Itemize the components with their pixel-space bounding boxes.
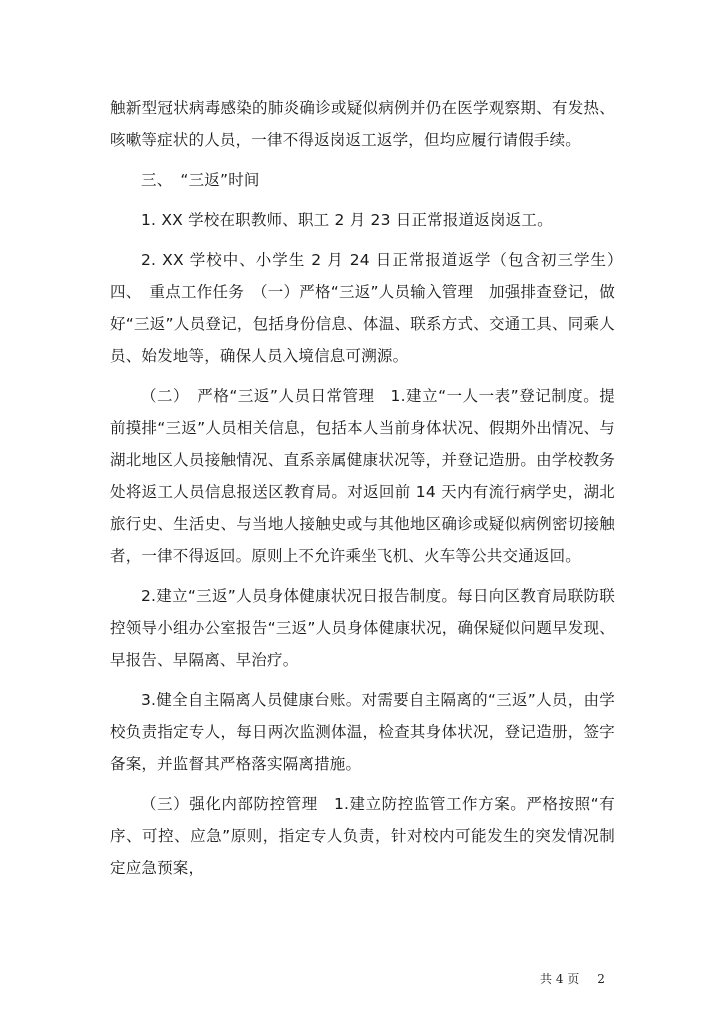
section-heading-three-returns-time: 三、 “三返”时间: [141, 171, 260, 189]
paragraph-continuation: 触新型冠状病毒感染的肺炎确诊或疑似病例并仍在医学观察期、有发热、咳嗽等症状的人员，一律不得返岗返工返学，但均应履行请假手续。: [110, 99, 615, 149]
paragraph-student-return-date: 2. XX 学校中、小学生 2 月 24 日正常报道返学（包含初三学生） 四、 重点工作任务 （一）严格“三返”人员输入管理 加强排查登记，做好“三返”人员登记，包括身份信息、体温、联系方式、交通工具、同乘人员、始发地等，确保人员入境信息可溯源。: [110, 251, 631, 365]
page-footer: [540, 970, 605, 987]
paragraph-staff-return-date: 1. XX 学校在职教师、职工 2 月 23 日正常报道返岗返工。: [141, 211, 553, 229]
paragraph-internal-control: （三）强化内部防控管理 1.建立防控监管工作方案。严格按照“有序、可控、应急”原则，指定专人负责，针对校内可能发生的突发情况制定应急预案，: [110, 795, 615, 877]
paragraph-daily-management: （二） 严格“三返”人员日常管理 1.建立“一人一表”登记制度。提前摸排“三返”人员相关信息，包括本人当前身体状况、假期外出情况、与湖北地区人员接触情况、直系亲属健康状况等，并登记造册。由学校教务处将返工人员信息报送区教育局。对返回前 14 天内有流行病学史，湖北旅行史、生活史、与当地人接触史或与其他地区确诊或疑似病例密切接触者，一律不得返回。原则上不允许乘坐飞机、火车等公共交通返回。: [110, 387, 615, 565]
document-body: [110, 92, 631, 892]
paragraph-isolation-ledger: 3.健全自主隔离人员健康台账。对需要自主隔离的“三返”人员，由学校负责指定专人，每日两次监测体温，检查其身体状况，登记造册，签字备案，并监督其严格落实隔离措施。: [110, 691, 615, 773]
paragraph-health-report-system: 2.建立“三返”人员身体健康状况日报告制度。每日向区教育局联防联控领导小组办公室报告“三返”人员身体健康状况，确保疑似问题早发现、早报告、早隔离、早治疗。: [110, 587, 615, 669]
page-number: 2: [597, 972, 605, 986]
page-count: 共 4 页: [540, 972, 580, 986]
